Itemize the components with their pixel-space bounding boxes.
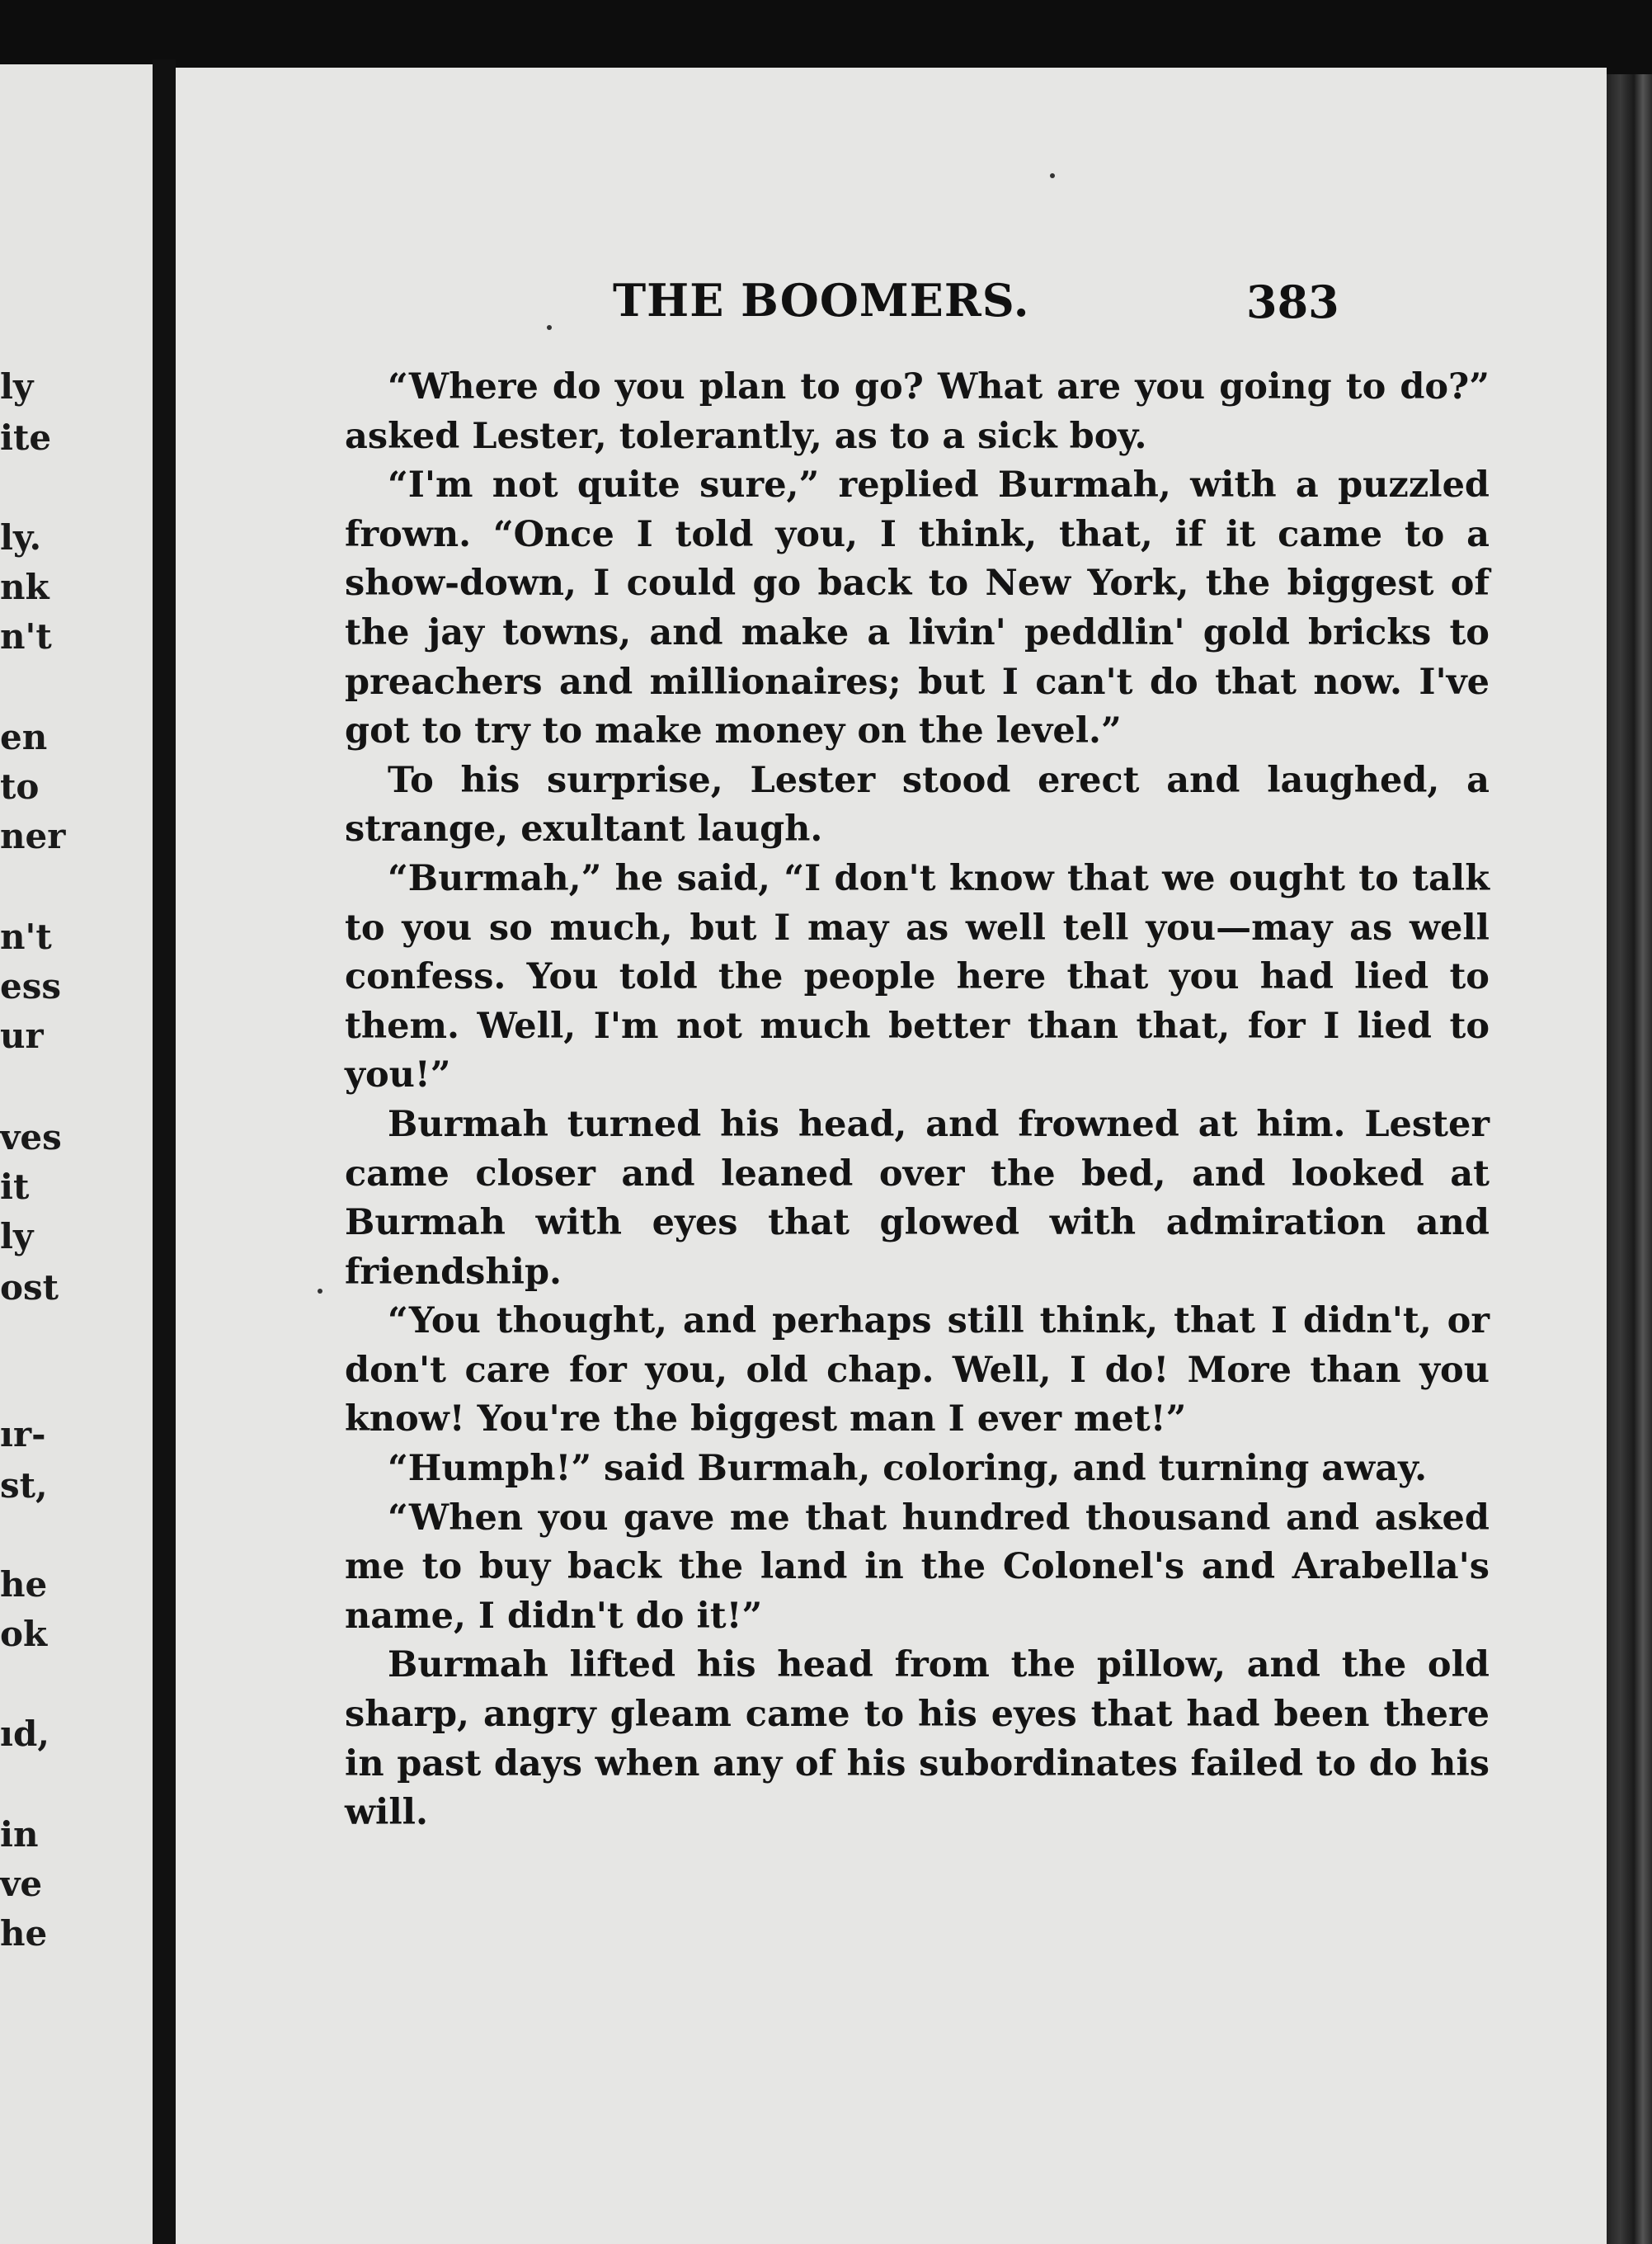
previous-page-edge xyxy=(0,64,153,2244)
paragraph: To his surprise, Lester stood erect and laughed, a strange, exultant laugh. xyxy=(345,759,1490,851)
left-fragment: ve xyxy=(0,1864,43,1904)
left-fragment: ur xyxy=(0,1016,44,1056)
left-fragment: ess xyxy=(0,966,62,1006)
left-fragment: he xyxy=(0,1913,48,1954)
paragraph: “When you gave me that hundred thousand and asked me to buy back the land in the Colonel's and Arabella's name, I didn't do it!” xyxy=(345,1497,1490,1637)
left-fragment: ır- xyxy=(0,1414,46,1454)
body-text xyxy=(345,363,1490,1838)
running-head xyxy=(176,274,1607,332)
left-fragment: n't xyxy=(0,917,52,957)
book-page xyxy=(176,68,1607,2244)
left-fragment: ly. xyxy=(0,517,42,558)
left-fragment: ly xyxy=(0,366,34,407)
left-fragment: n't xyxy=(0,616,52,657)
left-fragment: ost xyxy=(0,1267,59,1308)
paragraph: “Humph!” said Burmah, coloring, and turning away. xyxy=(388,1448,1428,1490)
paragraph: “Where do you plan to go? What are you going to do?” asked Lester, tolerantly, as to a sick boy. xyxy=(345,366,1490,457)
left-fragment: ıd, xyxy=(0,1714,49,1754)
left-fragment: nk xyxy=(0,567,49,607)
left-fragment: ves xyxy=(0,1117,62,1157)
left-fragment: ly xyxy=(0,1216,34,1256)
left-fragment: to xyxy=(0,766,40,807)
running-title: THE BOOMERS. xyxy=(613,274,1030,327)
paragraph: Burmah lifted his head from the pillow, and the old sharp, angry gleam came to his eyes that had been there in past days when any of his subordinates failed to do his will. xyxy=(345,1644,1490,1834)
left-fragment: st, xyxy=(0,1465,48,1506)
page-number: 383 xyxy=(1246,276,1339,328)
left-fragment: in xyxy=(0,1814,39,1855)
page-edge-shadow xyxy=(1607,74,1652,2244)
left-fragment: he xyxy=(0,1564,48,1605)
left-fragment: it xyxy=(0,1167,30,1207)
paragraph: “I'm not quite sure,” replied Burmah, with a puzzled frown. “Once I told you, I think, that, if it came to a show-down, I could go back to New York, the biggest of the jay towns, and make a livin' peddlin' gold bricks to preachers and millionaires; but I can't do that now. I've got to try to make money on the level.” xyxy=(345,464,1490,752)
book-gutter xyxy=(153,59,176,2244)
scan-speck xyxy=(1050,173,1055,178)
scan-speck xyxy=(318,1289,322,1294)
left-fragment: ner xyxy=(0,816,66,856)
paragraph: Burmah turned his head, and frowned at him. Lester came closer and leaned over the bed, and looked at Burmah with eyes that glowed with admiration and friendship. xyxy=(345,1103,1490,1293)
scan-speck xyxy=(547,325,552,330)
left-fragment: en xyxy=(0,717,48,757)
paragraph: “Burmah,” he said, “I don't know that we ought to talk to you so much, but I may as well tell you—may as well confess. You told the people here that you had lied to them. Well, I'm not much better than that, for I lied to you!” xyxy=(345,857,1490,1096)
left-fragment: ite xyxy=(0,417,52,458)
left-fragment: ok xyxy=(0,1614,48,1654)
paragraph: “You thought, and perhaps still think, that I didn't, or don't care for you, old chap. Well, I do! More than you know! You're the biggest man I ever met!” xyxy=(345,1300,1490,1440)
